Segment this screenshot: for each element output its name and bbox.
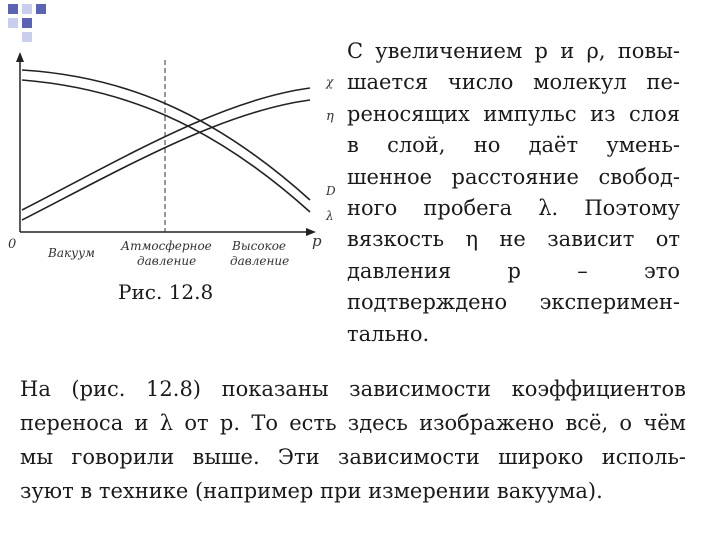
p-axis-label: p: [312, 232, 322, 250]
text-line: мы говорили выше. Эти зависимости широко исполь-: [20, 445, 686, 469]
y-axis-arrow: [16, 52, 24, 62]
decor-square: [22, 18, 32, 28]
tick-high-line2: давление: [230, 254, 290, 268]
tick-atmospheric-line2: давление: [137, 254, 197, 268]
tick-vacuum: Вакуум: [48, 246, 96, 260]
decor-square: [8, 18, 18, 28]
bottom-paragraph: [20, 372, 686, 508]
tick-atmospheric-line1: Атмосферное: [121, 239, 212, 253]
text-line: давления p – это: [347, 258, 680, 283]
decor-square: [36, 4, 46, 14]
text-line: зуют в технике (например при измерении вакуума).: [20, 479, 603, 503]
text-line: реносящих импульс из слоя: [347, 101, 680, 126]
origin-label: 0: [8, 237, 17, 252]
text-line: тально.: [347, 321, 430, 346]
text-line: вязкость η не зависит от: [347, 227, 680, 252]
tick-high-line1: Высокое: [232, 239, 287, 253]
decor-square: [22, 32, 32, 42]
figure-caption: Рис. 12.8: [118, 280, 214, 304]
figure-12-8: [0, 50, 340, 280]
text-line: подтверждено эксперимен-: [347, 290, 680, 315]
right-column-paragraph: [347, 36, 680, 350]
text-line: в слой, но даёт умень-: [347, 133, 680, 158]
lambda-label: λ: [326, 209, 334, 223]
curve-D: [22, 80, 310, 212]
chi-label: χ: [326, 75, 334, 89]
text-line: ного пробега λ. Поэтому: [347, 196, 680, 221]
decor-square: [8, 4, 18, 14]
decor-square: [22, 4, 32, 14]
text-line: На (рис. 12.8) показаны зависимости коэффициентов: [20, 377, 686, 401]
curve-chi: [22, 88, 310, 210]
text-line: шенное расстояние свобод-: [347, 164, 680, 189]
text-line: переноса и λ от p. То есть здесь изображено всё, о чём: [20, 411, 686, 435]
curve-eta: [22, 100, 310, 220]
D-label: D: [326, 184, 336, 198]
text-line: С увеличением p и ρ, повы-: [347, 39, 680, 63]
curve-lambda: [22, 70, 310, 200]
eta-label: η: [326, 109, 334, 124]
text-line: шается число молекул пе-: [347, 70, 680, 95]
